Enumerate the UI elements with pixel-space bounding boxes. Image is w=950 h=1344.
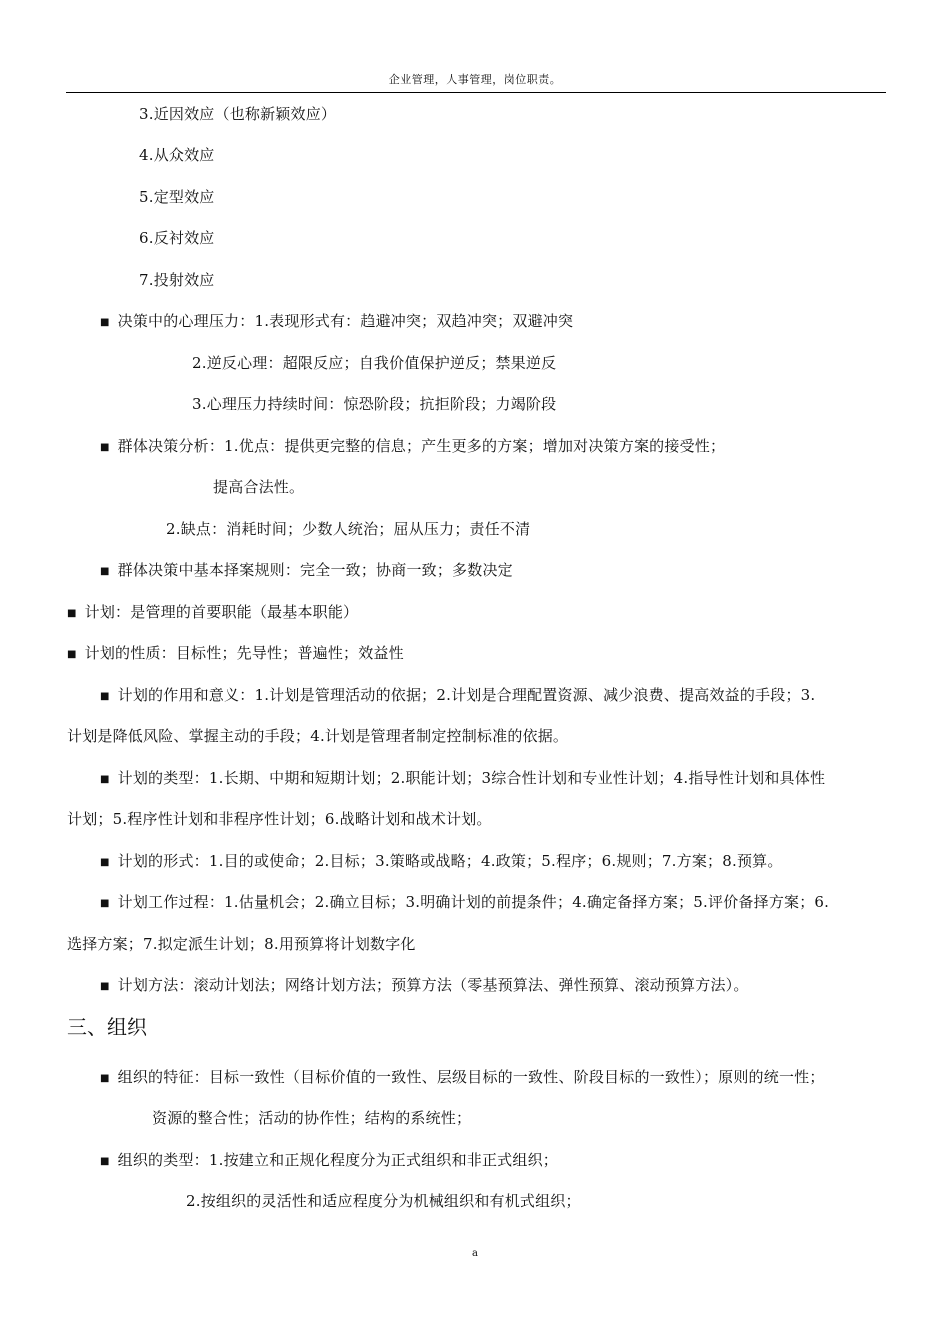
bullet-planning-process: ■ 计划工作过程：1.估量机会；2.确立目标；3.明确计划的前提条件；4.确定备择方案；5.评价备择方案；6. bbox=[100, 892, 829, 915]
page-header: 企业管理，人事管理，岗位职责。 bbox=[388, 73, 562, 86]
page-footer: a bbox=[472, 1248, 478, 1259]
bullet-planning-role: ■ 计划的作用和意义：1.计划是管理活动的依据；2.计划是合理配置资源、减少浪费、提高效益的手段；3. bbox=[100, 685, 815, 708]
bullet-group-decision-rules: ■ 群体决策中基本择案规则：完全一致；协商一致；多数决定 bbox=[100, 560, 513, 583]
bullet-planning-forms: ■ 计划的形式：1.目的或使命；2.目标；3.策略或战略；4.政策；5.程序；6.规则；7.方案；8.预算。 bbox=[100, 851, 783, 874]
bullet-decision-pressure: ■ 决策中的心理压力：1.表现形式有：趋避冲突；双趋冲突；双避冲突 bbox=[100, 311, 573, 334]
section-title-organization: 三、组织 bbox=[67, 1015, 147, 1039]
bullet-planning-methods: ■ 计划方法：滚动计划法；网络计划方法；预算方法（零基预算法、弹性预算、滚动预算方法）。 bbox=[100, 975, 749, 998]
bullet-planning-definition: ■ 计划：是管理的首要职能（最基本职能） bbox=[67, 602, 358, 625]
text-line-recency-effect: 3.近因效应（也称新颖效应） bbox=[139, 105, 337, 123]
bullet-organization-features: ■ 组织的特征：目标一致性（目标价值的一致性、层级目标的一致性、阶段目标的一致性）；原则的统一性； bbox=[100, 1067, 825, 1090]
text-line-organization-features-cont: 资源的整合性；活动的协作性；结构的系统性； bbox=[152, 1109, 472, 1127]
bullet-organization-types: ■ 组织的类型：1.按建立和正规化程度分为正式组织和非正式组织； bbox=[100, 1150, 558, 1173]
bullet-group-decision-analysis: ■ 群体决策分析：1.优点：提供更完整的信息；产生更多的方案；增加对决策方案的接受性； bbox=[100, 436, 725, 459]
text-line-legitimacy: 提高合法性。 bbox=[213, 478, 305, 496]
text-line-stereotype-effect: 5.定型效应 bbox=[139, 188, 215, 206]
bullet-planning-nature: ■ 计划的性质：目标性；先导性；普遍性；效益性 bbox=[67, 643, 404, 666]
text-line-projection-effect: 7.投射效应 bbox=[139, 271, 215, 289]
text-line-planning-role-cont: 计划是降低风险、掌握主动的手段；4.计划是管理者制定控制标准的依据。 bbox=[67, 727, 569, 745]
text-line-contrast-effect: 6.反衬效应 bbox=[139, 229, 215, 247]
text-line-pressure-duration: 3.心理压力持续时间：惊恐阶段；抗拒阶段；力竭阶段 bbox=[192, 395, 557, 413]
text-line-reverse-psychology: 2.逆反心理：超限反应；自我价值保护逆反；禁果逆反 bbox=[192, 354, 557, 372]
text-line-organization-types-cont: 2.按组织的灵活性和适应程度分为机械组织和有机式组织； bbox=[186, 1192, 581, 1210]
text-line-conformity-effect: 4.从众效应 bbox=[139, 146, 215, 164]
bullet-planning-types: ■ 计划的类型：1.长期、中期和短期计划；2.职能计划；3综合性计划和专业性计划；4.指导性计划和具体性 bbox=[100, 768, 825, 791]
header-rule bbox=[66, 92, 886, 93]
text-line-planning-process-cont: 选择方案；7.拟定派生计划；8.用预算将计划数字化 bbox=[67, 935, 416, 953]
text-line-planning-types-cont: 计划；5.程序性计划和非程序性计划；6.战略计划和战术计划。 bbox=[67, 810, 492, 828]
text-line-disadvantages: 2.缺点：消耗时间；少数人统治；屈从压力；责任不清 bbox=[166, 520, 531, 538]
